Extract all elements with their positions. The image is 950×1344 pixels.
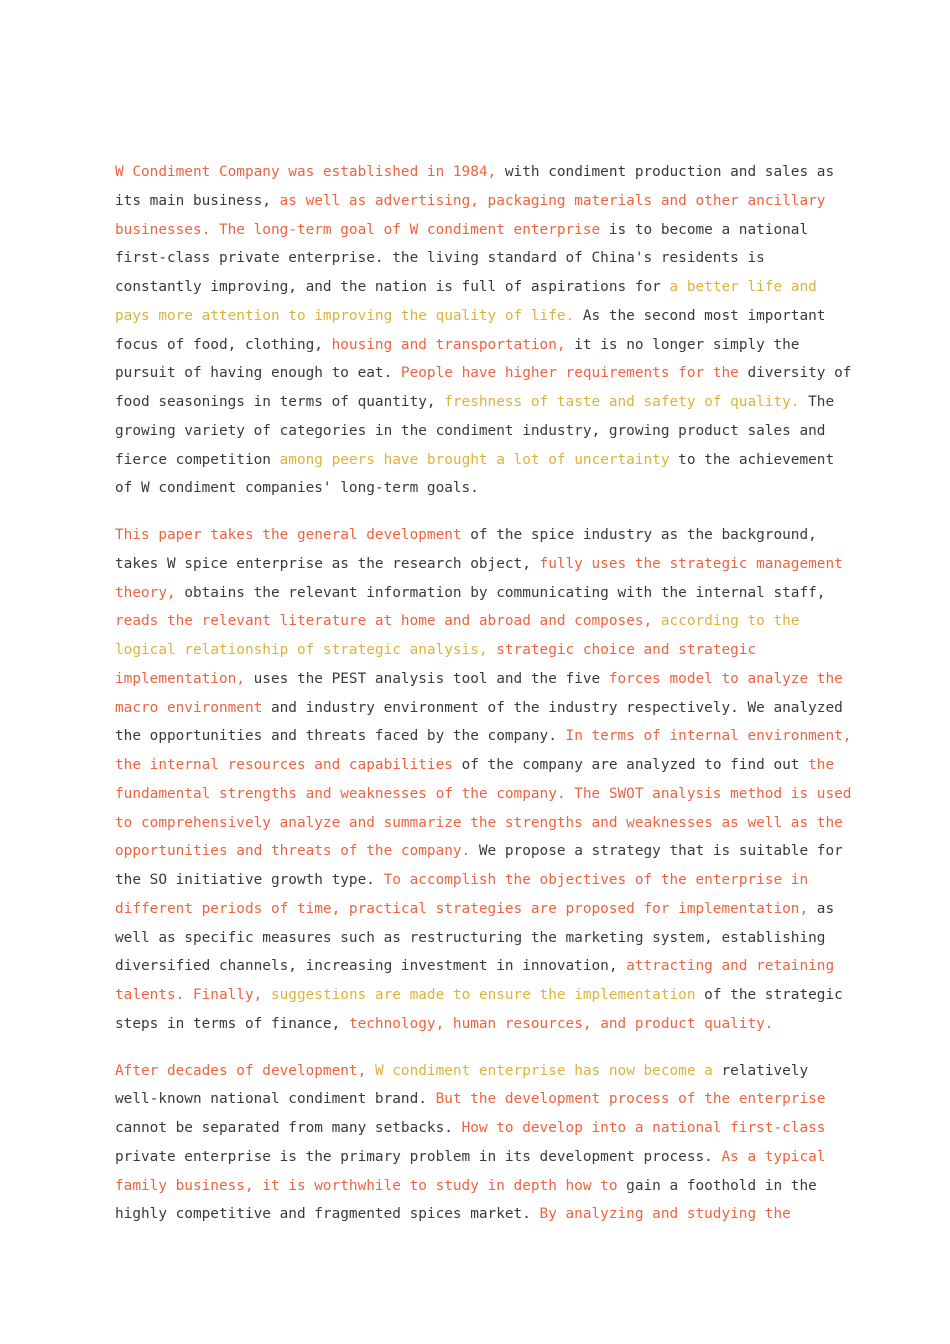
text-line	[115, 550, 843, 579]
text-line	[115, 446, 835, 475]
text-line	[115, 474, 835, 503]
text-line	[115, 952, 835, 981]
highlighted-text-segment: the	[808, 757, 835, 773]
text-line	[115, 607, 835, 636]
highlighted-text-segment: among peers have brought a lot of uncertainty	[279, 451, 670, 468]
highlighted-text-segment: opportunities and threats of the company.	[115, 843, 471, 860]
highlighted-text-segment: theory,	[115, 584, 176, 601]
text-segment: We propose a strategy that is suitable for	[470, 843, 843, 860]
text-line	[115, 302, 835, 331]
text-line	[115, 158, 835, 187]
highlighted-text-segment: according to the	[660, 613, 800, 630]
highlighted-text-segment: talents. Finally,	[115, 987, 263, 1003]
text-segment: it is no longer simply the	[565, 336, 800, 353]
text-line	[115, 837, 843, 866]
paragraph	[115, 1057, 835, 1230]
text-segment: well as specific measures such as restructuring the marketing system, establishing	[115, 929, 826, 946]
highlighted-text-segment: attracting and retaining	[626, 958, 835, 975]
text-segment: diversified channels, increasing investment in innovation,	[115, 958, 627, 975]
text-segment: of the spice industry as the background,	[461, 527, 817, 543]
text-line	[115, 1057, 835, 1086]
text-line	[115, 1200, 835, 1229]
highlighted-text-segment: implementation,	[115, 670, 245, 687]
highlighted-text-segment: By analyzing and studying the	[539, 1206, 791, 1223]
text-segment: first-class private enterprise. the living standard of China's residents is	[115, 250, 765, 267]
highlighted-text-segment: W Condiment Company was established in 1984,	[115, 164, 497, 180]
text-segment	[488, 642, 497, 658]
text-line	[115, 694, 843, 723]
text-line	[115, 895, 835, 924]
paragraph	[115, 158, 852, 503]
text-line	[115, 809, 843, 838]
highlighted-text-segment: To accomplish the objectives of the enterprise in	[383, 872, 809, 888]
text-line	[115, 636, 835, 665]
text-segment: steps in terms of finance,	[115, 1015, 349, 1032]
highlighted-text-segment: W condiment enterprise has now become a	[374, 1062, 713, 1079]
text-segment: pursuit of having enough to eat.	[115, 365, 401, 382]
highlighted-text-segment: housing and transportation,	[331, 336, 566, 353]
text-segment: focus of food, clothing,	[115, 336, 332, 353]
text-line	[115, 388, 835, 417]
text-segment: private enterprise is the primary problem in its development process.	[115, 1148, 722, 1165]
highlighted-text-segment: suggestions are made to ensure the implementation	[270, 987, 696, 1003]
text-line	[115, 924, 835, 953]
highlighted-text-segment: macro environment	[115, 699, 263, 716]
highlighted-text-segment: a better life and	[669, 279, 817, 295]
text-segment: well-known national condiment brand.	[115, 1091, 436, 1108]
text-segment: relatively	[712, 1062, 809, 1079]
highlighted-text-segment: reads the relevant literature at home and abroad and composes,	[115, 613, 653, 630]
text-segment: the SO initiative growth type.	[115, 872, 384, 888]
text-segment: constantly improving, and the nation is full of aspirations for	[115, 279, 670, 295]
highlighted-text-segment: fundamental strengths and weaknesses of the company. The SWOT analysis method is used	[115, 785, 852, 802]
text-segment: the opportunities and threats faced by the company.	[115, 728, 566, 745]
text-line	[115, 216, 835, 245]
text-segment: with condiment production and sales as	[496, 164, 835, 180]
highlighted-text-segment: family business, it is worthwhile to study in depth how to	[115, 1177, 618, 1194]
highlighted-text-segment: different periods of time, practical strategies are proposed for implementation,	[115, 900, 809, 917]
text-line	[115, 751, 835, 780]
text-segment: food seasonings in terms of quantity,	[115, 394, 445, 410]
highlighted-text-segment: This paper takes the general development	[115, 527, 462, 543]
text-segment: as	[808, 900, 835, 917]
text-segment: diversity of	[738, 365, 852, 382]
paragraph	[115, 521, 852, 1039]
highlighted-text-segment: freshness of taste and safety of quality.	[444, 394, 800, 410]
text-line	[115, 359, 852, 388]
document-page	[115, 158, 852, 1229]
text-segment: is to become a national	[600, 221, 809, 238]
text-line	[115, 1172, 835, 1201]
highlighted-text-segment: After decades of development,	[115, 1062, 367, 1079]
text-segment: to the achievement	[669, 451, 835, 468]
text-segment	[262, 987, 271, 1003]
highlighted-text-segment: to comprehensively analyze and summarize the strengths and weaknesses as well as the	[115, 814, 843, 831]
text-line	[115, 722, 852, 751]
highlighted-text-segment: pays more attention to improving the quality of life.	[115, 307, 575, 324]
text-line	[115, 665, 843, 694]
text-segment: uses the PEST analysis tool and the five	[244, 670, 609, 687]
highlighted-text-segment: forces model to analyze the	[608, 670, 843, 687]
text-line	[115, 866, 835, 895]
text-line	[115, 331, 835, 360]
text-line	[115, 1143, 835, 1172]
highlighted-text-segment: as well as advertising, packaging materials and other ancillary	[279, 192, 826, 209]
text-segment: of the strategic	[695, 987, 843, 1003]
text-line	[115, 780, 852, 809]
text-segment: of W condiment companies' long-term goals.	[115, 480, 479, 497]
highlighted-text-segment: the internal resources and capabilities	[115, 757, 453, 773]
text-line	[115, 981, 843, 1010]
text-segment: its main business,	[115, 192, 280, 209]
highlighted-text-segment: technology, human resources, and product quality.	[348, 1015, 774, 1032]
highlighted-text-segment: But the development process of the enterprise	[435, 1091, 826, 1108]
highlighted-text-segment: logical relationship of strategic analysis,	[115, 642, 488, 658]
text-segment: cannot be separated from many setbacks.	[115, 1120, 462, 1136]
text-line	[115, 417, 835, 446]
text-line	[115, 1114, 835, 1143]
text-segment: obtains the relevant information by communicating with the internal staff,	[175, 584, 826, 601]
highlighted-text-segment: fully uses the strategic management	[539, 555, 843, 572]
text-line	[115, 1010, 835, 1039]
highlighted-text-segment: In terms of internal environment,	[565, 728, 852, 745]
highlighted-text-segment: As a typical	[721, 1148, 826, 1165]
text-line	[115, 579, 835, 608]
highlighted-text-segment: People have higher requirements for the	[400, 365, 739, 382]
text-line	[115, 244, 835, 273]
text-segment: of the company are analyzed to find out	[452, 757, 809, 773]
text-segment: highly competitive and fragmented spices market.	[115, 1206, 540, 1223]
text-segment: The	[799, 394, 835, 410]
text-segment: fierce competition	[115, 451, 280, 468]
text-line	[115, 521, 835, 550]
text-segment: As the second most important	[574, 307, 826, 324]
text-segment	[366, 1063, 375, 1079]
text-segment: takes W spice enterprise as the research object,	[115, 555, 540, 572]
highlighted-text-segment: strategic choice and strategic	[496, 642, 757, 658]
text-segment: and industry environment of the industry respectively. We analyzed	[262, 699, 843, 716]
text-segment	[652, 613, 661, 629]
highlighted-text-segment: How to develop into a national first-class	[461, 1120, 826, 1136]
text-line	[115, 1085, 835, 1114]
text-line	[115, 187, 835, 216]
text-line	[115, 273, 835, 302]
highlighted-text-segment: businesses. The long-term goal of W condiment enterprise	[115, 221, 601, 238]
text-segment: growing variety of categories in the condiment industry, growing product sales and	[115, 422, 826, 439]
text-segment: gain a foothold in the	[617, 1177, 817, 1194]
